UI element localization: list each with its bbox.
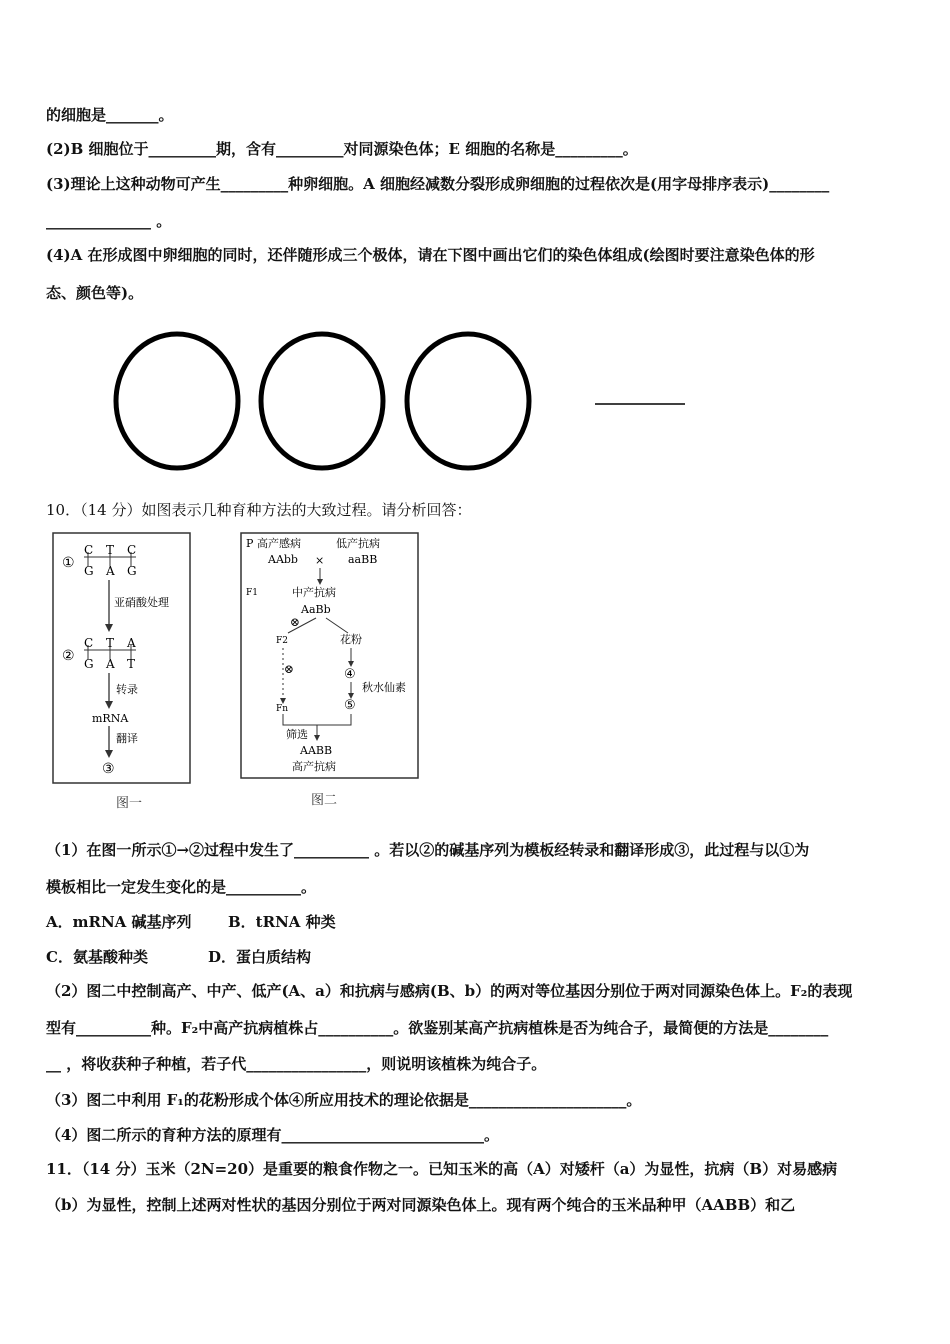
figure-2-breeding (238, 530, 423, 782)
fig1-row1-base: A (106, 564, 115, 578)
fig1-process-2: 转录 (116, 683, 138, 696)
q10-option-d: D．蛋白质结构 (208, 948, 312, 966)
fig2-selfing-symbol-2: ⊗ (284, 662, 295, 676)
fig1-process-3: 翻译 (116, 732, 138, 745)
fig1-row2-base: A (106, 657, 115, 671)
q10-sub1-line-2: 模板相比一定发生变化的是__________。 (46, 878, 317, 896)
figure-1-mutation (50, 530, 200, 790)
fig2-screen: 筛选 (286, 728, 308, 741)
q10-option-b: B．tRNA 种类 (228, 913, 336, 931)
fig2-f1-label: F1 (246, 588, 258, 598)
fig2-f2-label: F2 (276, 636, 288, 646)
q10-sub4: （4）图二所示的育种方法的原理有___________________________。 (46, 1126, 499, 1144)
figure-1-caption: 图一 (116, 796, 143, 811)
fig2-parent2-genotype: aaBB (348, 553, 378, 566)
q10-option-a: A．mRNA 碱基序列 (46, 913, 192, 931)
fig2-parent1: 高产感病 (257, 537, 301, 550)
fig2-parent1-genotype: AAbb (268, 553, 298, 566)
fig2-f1-phenotype: 中产抗病 (292, 586, 336, 599)
fig2-selfing-symbol: ⊗ (290, 615, 301, 629)
polar-body-circle-3[interactable] (407, 334, 529, 468)
fig2-result-genotype: AABB (300, 744, 333, 757)
q9-line-3: ______________ 。 (46, 212, 172, 230)
fig2-pollen: 花粉 (340, 633, 362, 646)
fig2-p-label: P (246, 537, 254, 550)
fig1-row1-label: ① (62, 555, 75, 571)
q10-sub2-line-1: （2）图二中控制高产、中产、低产(A、a）和抗病与感病(B、b）的两对等位基因分别位于两对同源染色体上。F₂的表现 (46, 982, 853, 1000)
fig1-row2-base: T (127, 657, 136, 671)
fig2-f1-genotype: AaBb (301, 603, 331, 616)
q9-line-5: 态、颜色等)。 (46, 284, 144, 302)
fig1-row1-base: C (127, 543, 137, 557)
figure-2-caption: 图二 (311, 793, 338, 808)
q10-sub2-line-2: 型有__________种。F₂中高产抗病植株占__________。欲鉴别某高产抗病植株是否为纯合子，最简便的方法是________ (46, 1019, 829, 1037)
fig2-fn-label: Fn (276, 704, 289, 714)
polar-body-circle-2[interactable] (261, 334, 383, 468)
q10-sub1-line-1: （1）在图一所示①→②过程中发生了__________ 。若以②的碱基序列为模板经转录和翻译形成③，此过程与以①为 (46, 841, 810, 859)
fig2-step-4: ④ (344, 667, 356, 682)
fig2-colchicine: 秋水仙素 (362, 681, 406, 694)
fig1-row2-label: ② (62, 648, 75, 664)
fig1-row2-base: C (84, 636, 94, 650)
fig2-step-5: ⑤ (344, 698, 356, 713)
fig1-process-1: 亚硝酸处理 (114, 596, 169, 609)
q9-line-0: 的细胞是_______。 (46, 106, 174, 124)
fig1-mrna: mRNA (92, 712, 129, 725)
fig1-row2-base: T (106, 636, 115, 650)
q9-line-2: (3)理论上这种动物可产生_________种卵细胞。A 细胞经减数分裂形成卵细胞的过程依次是(用字母排序表示)________ (46, 175, 830, 193)
q11-line-1: 11．（14 分）玉米（2N=20）是重要的粮食作物之一。已知玉米的高（A）对矮杆（a）为显性，抗病（B）对易感病 (46, 1160, 838, 1178)
fig1-row2-base: G (84, 657, 94, 671)
fig1-row1-base: T (106, 543, 115, 557)
q9-line-1: (2)B 细胞位于_________期，含有_________对同源染色体；E 细胞的名称是_________。 (46, 140, 638, 158)
fig1-row1-base: G (84, 564, 94, 578)
fig1-row1-base: C (84, 543, 94, 557)
fig2-result-phenotype: 高产抗病 (292, 760, 336, 773)
q10-option-c: C．氨基酸种类 (46, 948, 148, 966)
q10-header: 10．（14 分）如图表示几种育种方法的大致过程。请分析回答： (46, 501, 472, 519)
fig1-row1-base: G (127, 564, 137, 578)
q11-line-2: （b）为显性，控制上述两对性状的基因分别位于两对同源染色体上。现有两个纯合的玉米品种甲（AABB）和乙 (46, 1196, 796, 1214)
polar-body-drawing-area (100, 325, 720, 480)
q10-sub2-line-3: __ ，将收获种子种植，若子代________________，则说明该植株为纯合子。 (46, 1055, 547, 1073)
fig1-row3-label: ③ (102, 761, 115, 777)
q9-line-4: (4)A 在形成图中卵细胞的同时，还伴随形成三个极体，请在下图中画出它们的染色体组成(绘图时要注意染色体的形 (46, 246, 815, 264)
fig1-row2-base: A (127, 636, 136, 650)
fig2-parent2: 低产抗病 (336, 537, 380, 550)
polar-body-circle-1[interactable] (116, 334, 238, 468)
fig2-cross: × (315, 554, 325, 567)
q10-sub3: （3）图二中利用 F₁的花粉形成个体④所应用技术的理论依据是_____________________。 (46, 1091, 642, 1109)
